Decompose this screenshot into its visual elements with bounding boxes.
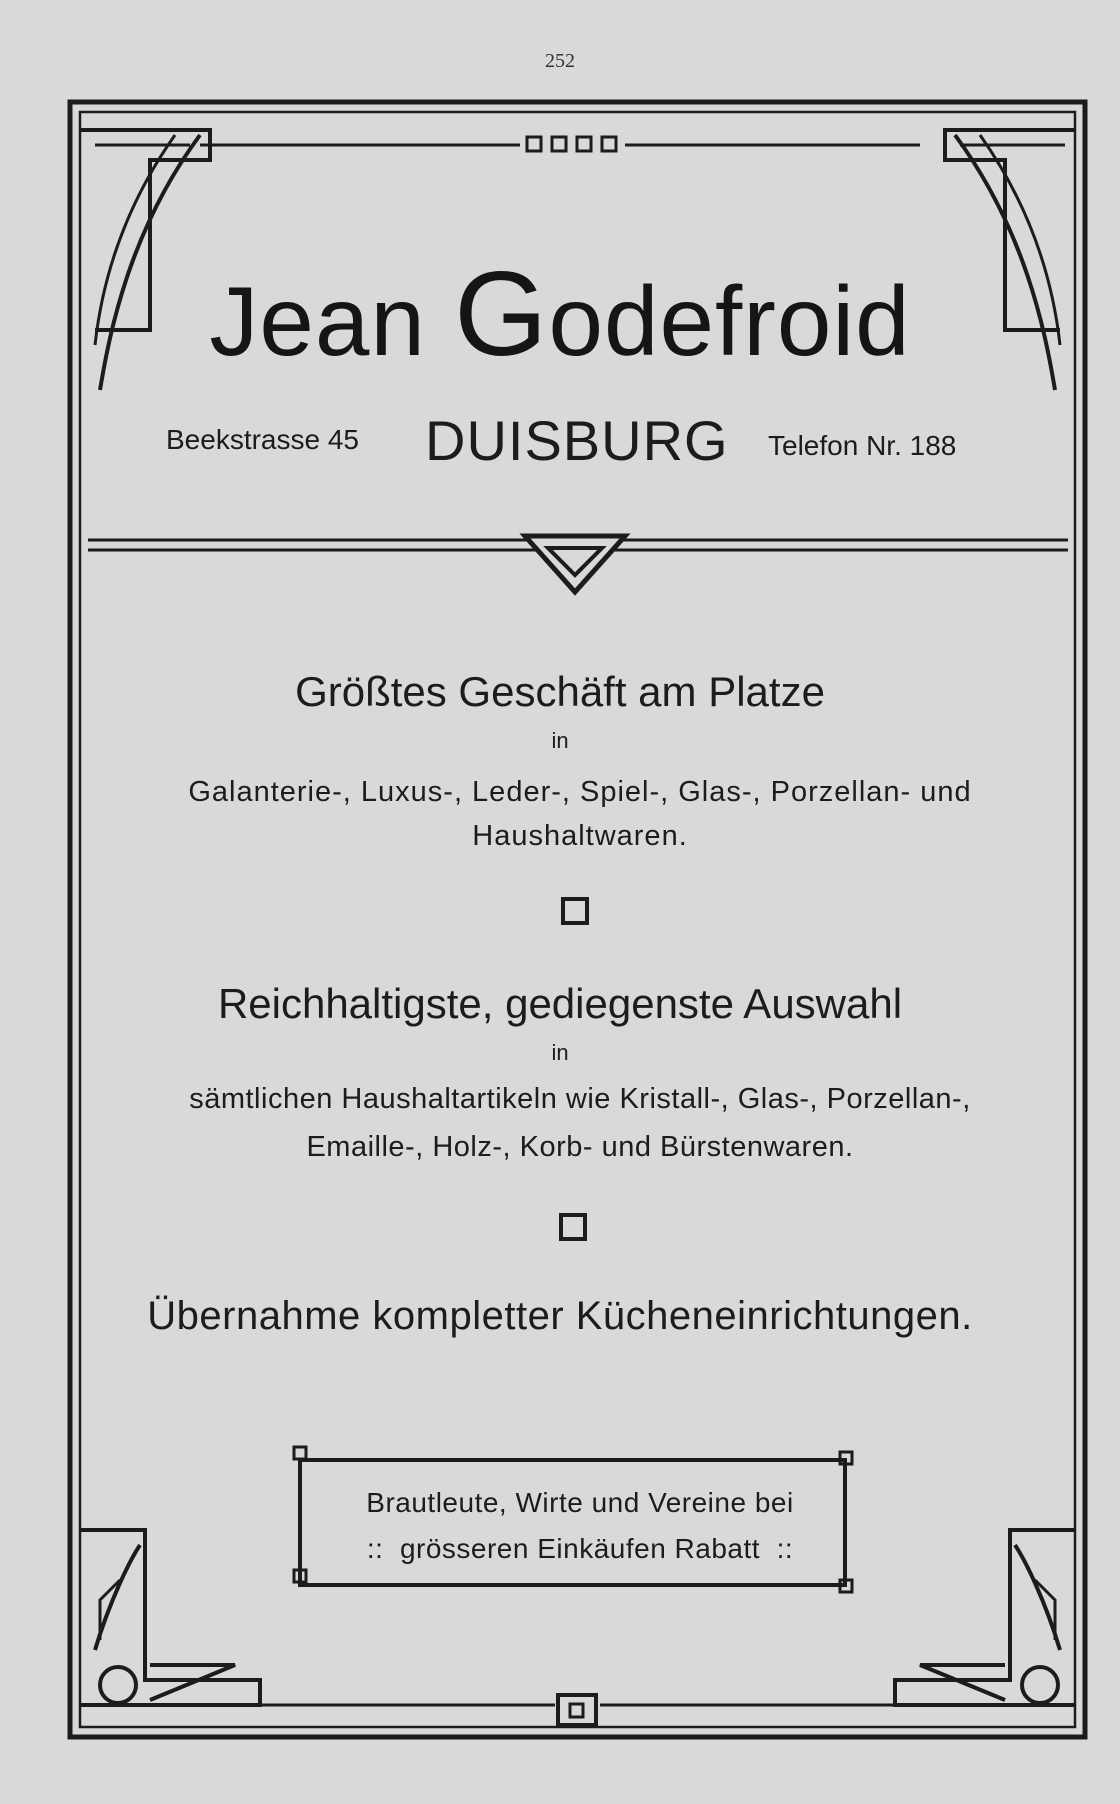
name-rest-first: ean	[259, 266, 455, 376]
product-list-1-line1: Galanterie-, Luxus-, Leder-, Spiel-, Glas-, Porzellan- und	[188, 776, 972, 808]
product-list-2	[140, 1075, 1020, 1171]
phone-number: Telefon Nr. 188	[768, 430, 957, 461]
rabatt-line2: :: grösseren Einkäufen Rabatt ::	[366, 1533, 794, 1564]
street-address: Beekstrasse 45	[166, 424, 359, 455]
company-name	[0, 245, 1120, 383]
in-label-2: in	[551, 1040, 569, 1065]
square-divider-2	[559, 1213, 587, 1241]
product-list-2-line1: sämtlichen Haushaltartikeln wie Kristall-, Glas-, Porzellan-,	[189, 1083, 971, 1115]
in-label-1: in	[551, 728, 569, 753]
page-number: 252	[545, 50, 575, 72]
headline-largest-store: Größtes Geschäft am Platze	[295, 668, 825, 715]
rabatt-box-text	[310, 1480, 850, 1572]
rabatt-line1: Brautleute, Wirte und Vereine bei	[366, 1487, 794, 1518]
product-list-1	[150, 770, 1010, 858]
product-list-2-line2: Emaille-, Holz-, Korb- und Bürstenwaren.	[306, 1131, 854, 1163]
square-divider-1	[561, 897, 589, 925]
headline-kitchen: Übernahme kompletter Kücheneinrichtungen.	[147, 1294, 973, 1338]
name-initial-g: G	[454, 247, 549, 381]
name-initial-j: J	[209, 266, 260, 376]
product-list-1-line2: Haushaltwaren.	[472, 820, 688, 852]
name-rest-second: odefroid	[548, 266, 911, 376]
headline-selection: Reichhaltigste, gediegenste Auswahl	[217, 980, 903, 1027]
city-name: DUISBURG	[425, 409, 729, 472]
